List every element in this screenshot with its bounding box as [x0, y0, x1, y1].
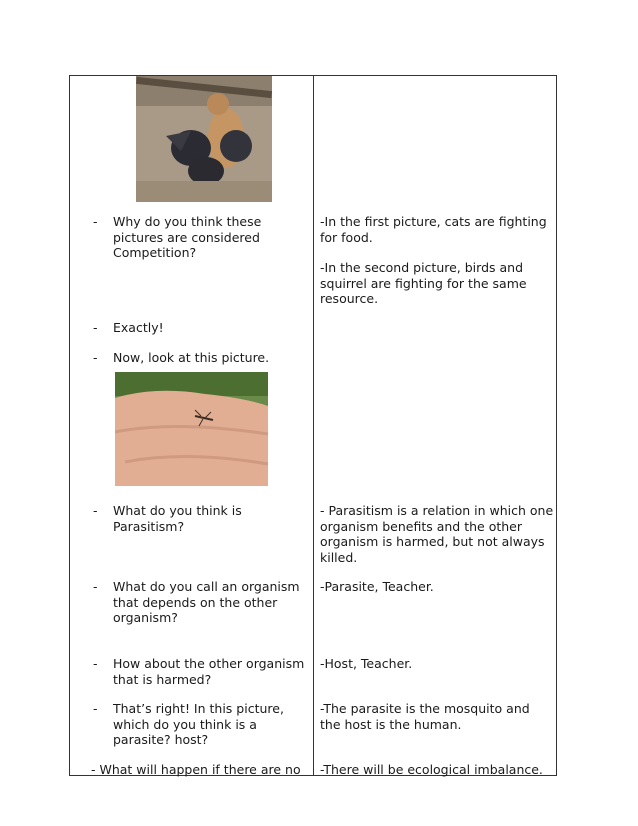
teacher-question-other-organism: How about the other organism that is harmed?: [113, 656, 305, 687]
bullet-dash: -: [93, 350, 98, 365]
teacher-question-parasite-host: That’s right! In this picture, which do you think is a parasite? host?: [113, 701, 284, 747]
teacher-look-picture: Now, look at this picture.: [113, 350, 270, 365]
teacher-question-what-happen: - What will happen if there are no: [91, 762, 301, 777]
bullet-dash: -: [93, 579, 98, 594]
student-answer-host: -Host, Teacher.: [320, 656, 413, 671]
student-answer-imbalance: -There will be ecological imbalance.: [320, 762, 543, 777]
student-answer-cats: -In the first picture, cats are fighting for food.: [320, 214, 547, 245]
column-divider: [313, 76, 314, 775]
bullet-dash: -: [93, 214, 98, 229]
bullet-dash: -: [93, 320, 98, 335]
teacher-question-call-organism: What do you call an organism that depends on the other organism?: [113, 579, 300, 625]
birds-squirrel-photo: [136, 76, 272, 202]
student-answer-mosquito: -The parasite is the mosquito and the host is the human.: [320, 701, 530, 732]
student-answer-parasite: -Parasite, Teacher.: [320, 579, 434, 594]
student-answer-birds: -In the second picture, birds and squirrel are fighting for the same resource.: [320, 260, 527, 306]
teacher-question-parasitism: What do you think is Parasitism?: [113, 503, 242, 534]
mosquito-hand-photo: [115, 372, 268, 486]
teacher-exactly: Exactly!: [113, 320, 164, 335]
bullet-dash: -: [93, 701, 98, 716]
teacher-question-competition: Why do you think these pictures are considered Competition?: [113, 214, 262, 260]
bullet-dash: -: [93, 503, 98, 518]
bullet-dash: -: [93, 656, 98, 671]
student-answer-parasitism: - Parasitism is a relation in which one organism benefits and the other organism is harmed, but not always killed.: [320, 503, 554, 565]
